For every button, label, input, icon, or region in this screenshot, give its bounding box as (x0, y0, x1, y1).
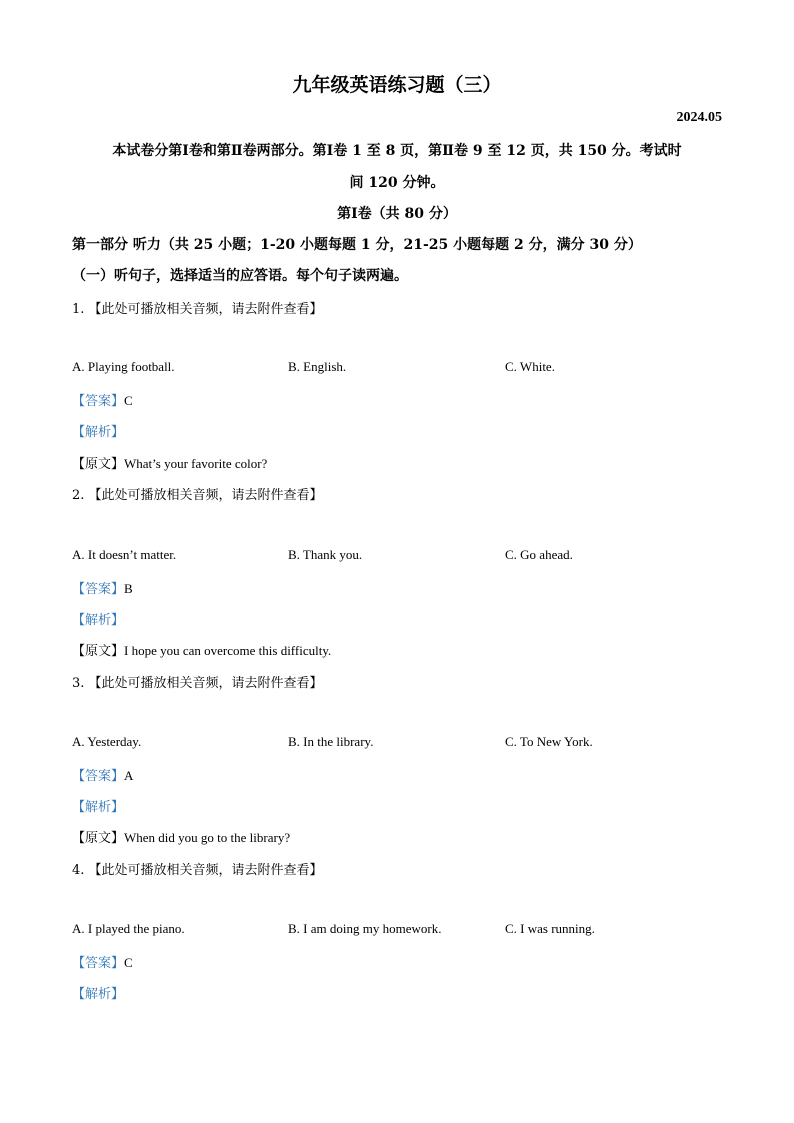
question-2-analysis-row (72, 609, 124, 628)
question-2-answer-row (72, 578, 133, 597)
sub-heading: （一）听句子，选择适当的应答语。每个句子读两遍。 (72, 268, 408, 284)
intro-line-2: 间 120 分钟。 (349, 175, 445, 191)
original-label: 【原文】 (72, 457, 125, 472)
section-title: 第Ⅰ卷（共 80 分） (337, 206, 457, 222)
question-4-analysis-row (72, 983, 124, 1002)
question-4-option-b: B. I am doing my homework. (288, 921, 442, 936)
analysis-label: 【解析】 (72, 425, 125, 440)
question-2-option-c: C. Go ahead. (505, 547, 573, 562)
question-2-option-a: A. It doesn’t matter. (72, 547, 177, 562)
question-1-original: What’s your favorite color? (124, 456, 268, 471)
question-4-answer: C (124, 955, 133, 970)
question-4-stem: 4. 【此处可播放相关音频，请去附件查看】 (72, 863, 323, 878)
question-3-option-c: C. To New York. (505, 734, 593, 749)
document-title: 九年级英语练习题（三） (292, 74, 502, 96)
question-3-answer-row (72, 765, 133, 784)
question-3-stem: 3. 【此处可播放相关音频，请去附件查看】 (72, 676, 323, 691)
question-1-option-c: C. White. (505, 359, 555, 374)
question-2-original-row (72, 640, 331, 659)
original-label: 【原文】 (72, 644, 125, 659)
document-date: 2024.05 (676, 110, 722, 125)
question-1-analysis-row (72, 421, 124, 440)
question-3-option-b: B. In the library. (288, 734, 374, 749)
answer-label: 【答案】 (72, 769, 125, 784)
question-3-original: When did you go to the library? (124, 830, 291, 845)
original-label: 【原文】 (72, 831, 125, 846)
answer-label: 【答案】 (72, 956, 125, 971)
question-1-original-row (72, 453, 267, 472)
question-1-stem: 1. 【此处可播放相关音频，请去附件查看】 (72, 302, 323, 317)
question-3-answer: A (124, 768, 134, 783)
question-4-option-a: A. I played the piano. (72, 921, 185, 936)
question-4-answer-row (72, 952, 133, 971)
part1-heading: 第一部分 听力（共 25 小题；1-20 小题每题 1 分，21-25 小题每题 2 分，满分 30 分） (72, 237, 642, 253)
question-2-original: I hope you can overcome this difficulty. (124, 643, 332, 658)
question-2-stem: 2. 【此处可播放相关音频，请去附件查看】 (72, 488, 323, 503)
answer-label: 【答案】 (72, 582, 125, 597)
question-3-original-row (72, 827, 290, 846)
question-1-option-a: A. Playing football. (72, 359, 175, 374)
question-1-answer: C (124, 393, 133, 408)
question-3-option-a: A. Yesterday. (72, 734, 142, 749)
question-4-option-c: C. I was running. (505, 921, 595, 936)
question-2-answer: B (124, 581, 133, 596)
question-3-analysis-row (72, 796, 124, 815)
analysis-label: 【解析】 (72, 613, 125, 628)
question-1-answer-row (72, 390, 133, 409)
question-2-option-b: B. Thank you. (288, 547, 363, 562)
analysis-label: 【解析】 (72, 800, 125, 815)
intro-line-1: 本试卷分第Ⅰ卷和第Ⅱ卷两部分。第Ⅰ卷 1 至 8 页，第Ⅱ卷 9 至 12 页，共 150 分。考试时 (112, 143, 682, 159)
answer-label: 【答案】 (72, 394, 125, 409)
question-1-option-b: B. English. (288, 359, 347, 374)
analysis-label: 【解析】 (72, 987, 125, 1002)
